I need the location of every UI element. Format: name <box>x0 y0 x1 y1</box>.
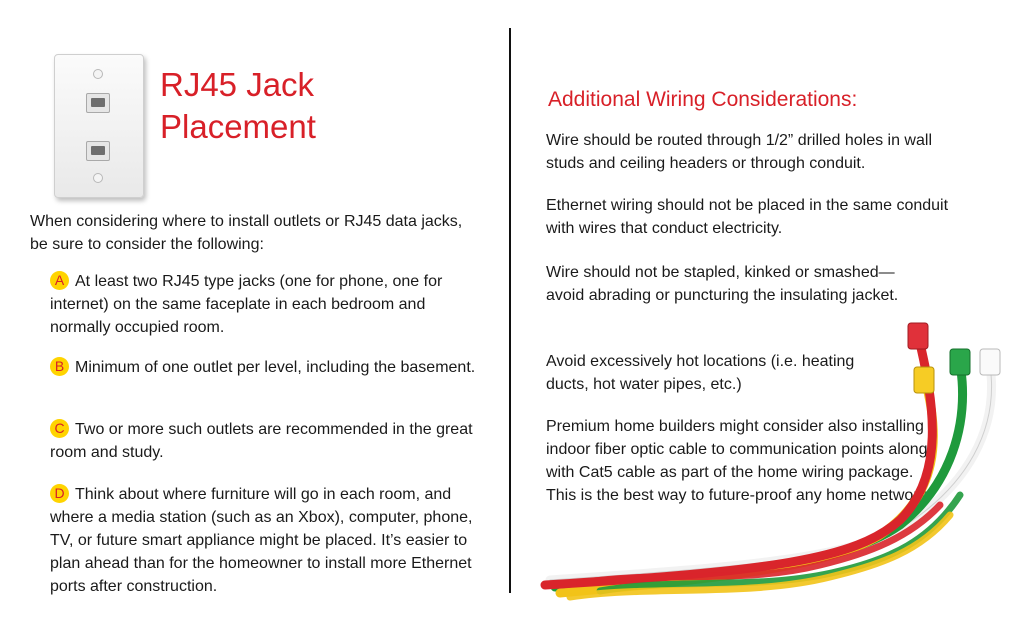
paragraph-2: Ethernet wiring should not be placed in the same conduit with wires that conduct electricity. <box>546 197 949 237</box>
badge-c: C <box>50 419 69 438</box>
list-item-text: Two or more such outlets are recommended in the great room and study. <box>50 421 473 461</box>
badge-d: D <box>50 484 69 503</box>
list-item-b <box>50 356 480 379</box>
section-heading: Additional Wiring Considerations: <box>548 88 858 111</box>
paragraph-4: Avoid excessively hot locations (i.e. heating ducts, hot water pipes, etc.) <box>546 353 855 393</box>
list-item-text: At least two RJ45 type jacks (one for phone, one for internet) on the same faceplate in each bedroom and normally occupied room. <box>50 273 443 336</box>
ethernet-cables-icon <box>540 315 1020 615</box>
column-divider <box>509 28 511 593</box>
paragraph-5: Premium home builders might consider also installing indoor fiber optic cable to communication points along with Cat5 cable as part of the home wiring package. This is the best way to future-proof any home network. <box>546 418 932 504</box>
screw-icon <box>93 173 103 183</box>
rj45-jack-icon <box>86 141 110 161</box>
badge-b: B <box>50 357 69 376</box>
list-item-text: Think about where furniture will go in each room, and where a media station (such as an Xbox), computer, phone, TV, or future smart appliance might be placed. It’s easier to plan ahead than for the homeowner to install more Ethernet ports after construction. <box>50 486 473 595</box>
title-line-1: RJ45 Jack <box>160 66 315 103</box>
list-item-d <box>50 483 480 598</box>
paragraph-3: Wire should not be stapled, kinked or smashed—avoid abrading or puncturing the insulating jacket. <box>546 264 899 304</box>
list-item-text: Minimum of one outlet per level, including the basement. <box>75 359 476 376</box>
badge-a: A <box>50 271 69 290</box>
page-title <box>160 64 316 148</box>
rj45-jack-icon <box>86 93 110 113</box>
title-line-2: Placement <box>160 108 316 145</box>
screw-icon <box>93 69 103 79</box>
rj45-faceplate-icon <box>54 54 144 198</box>
list-item-a <box>50 270 480 339</box>
intro-text: When considering where to install outlets or RJ45 data jacks, be sure to consider the following: <box>30 213 463 253</box>
paragraph-1: Wire should be routed through 1/2” drilled holes in wall studs and ceiling headers or through conduit. <box>546 132 932 172</box>
list-item-c <box>50 418 480 464</box>
